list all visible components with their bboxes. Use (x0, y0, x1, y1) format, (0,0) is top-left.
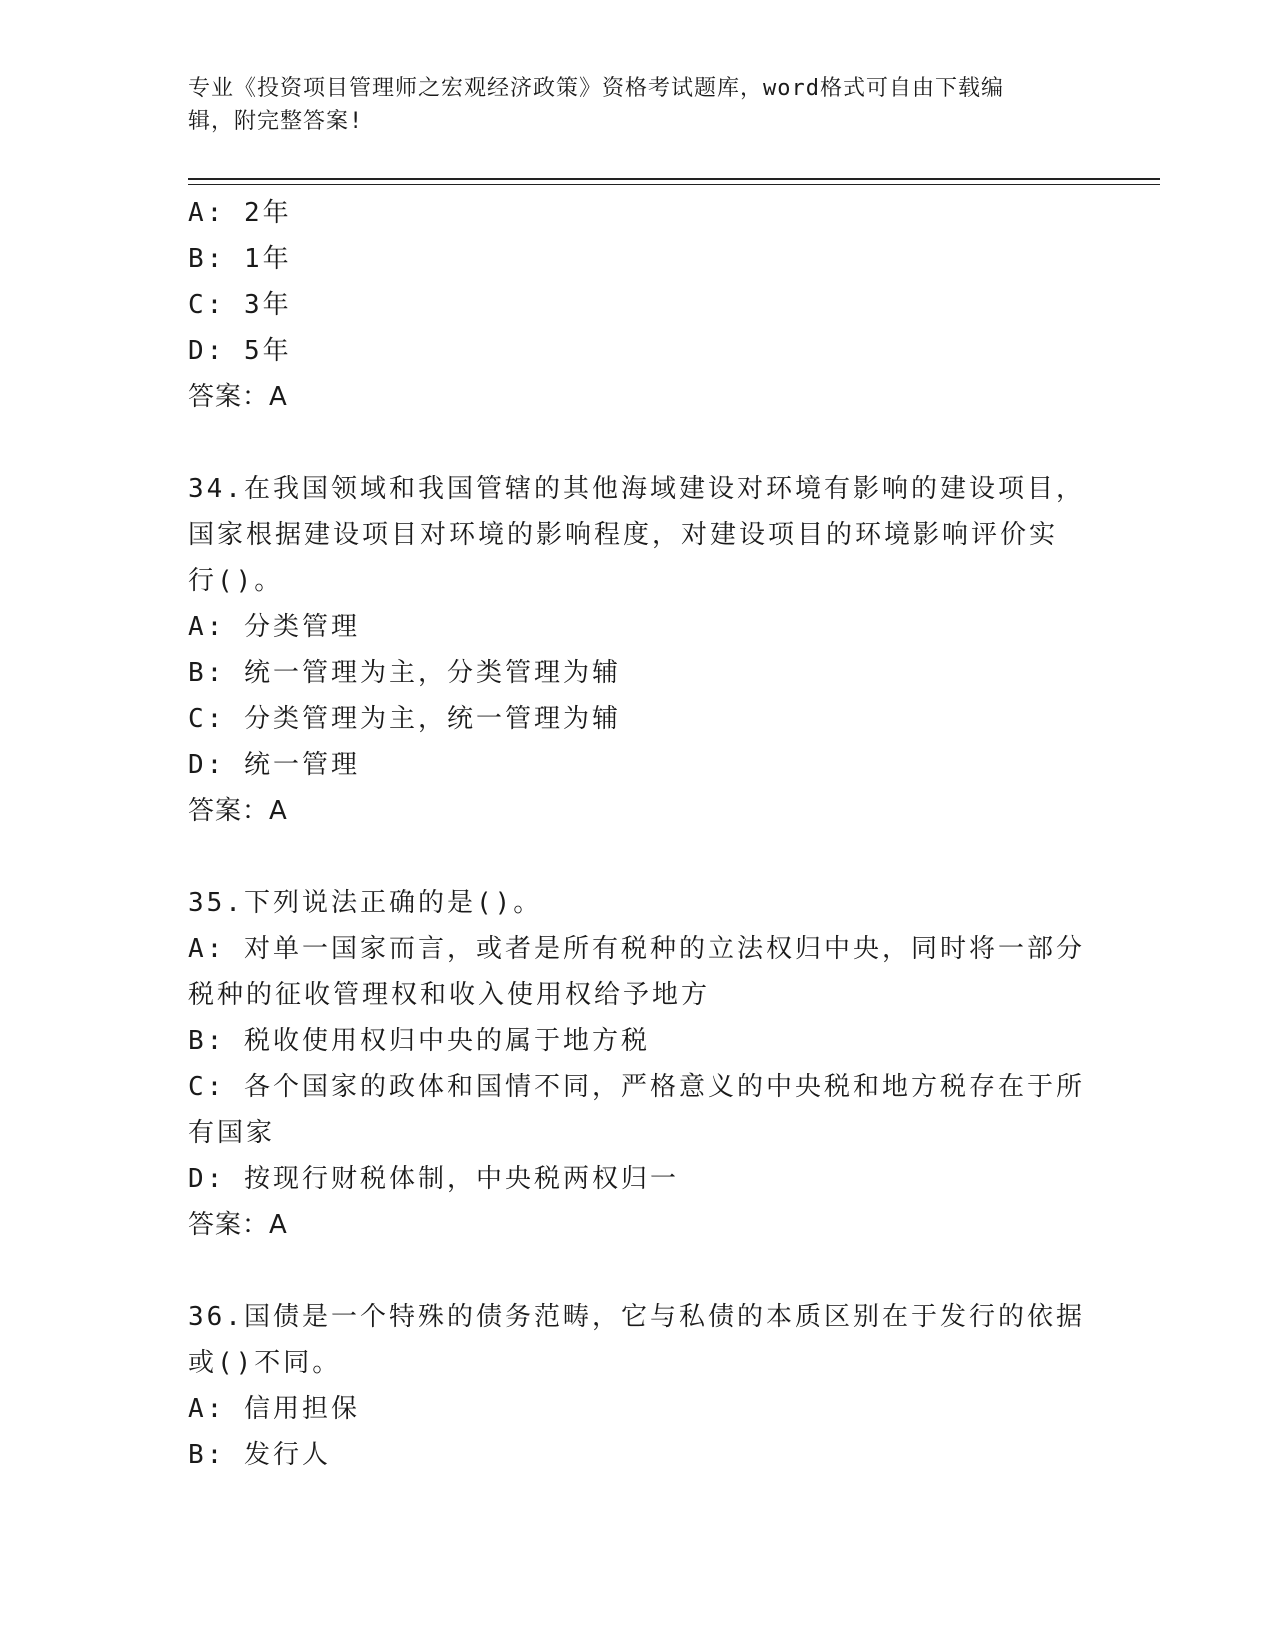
option: B: 发行人 (188, 1440, 331, 1470)
option: 有国家 (188, 1118, 276, 1148)
answer: 答案：A (188, 1210, 288, 1240)
answer: 答案：A (188, 382, 288, 412)
header-divider (188, 178, 1160, 180)
option: A: 信用担保 (188, 1394, 360, 1424)
header-divider (188, 184, 1160, 185)
option: C: 分类管理为主，统一管理为辅 (188, 704, 621, 734)
question-block (188, 1294, 1088, 1478)
option: D: 统一管理 (188, 750, 360, 780)
option: 税种的征收管理权和收入使用权给予地方 (188, 980, 711, 1010)
question-stem: 36.国债是一个特殊的债务范畴，它与私债的本质区别在于发行的依据 (188, 1302, 1085, 1332)
option: B: 统一管理为主，分类管理为辅 (188, 658, 621, 688)
option: C: 各个国家的政体和国情不同，严格意义的中央税和地方税存在于所 (188, 1072, 1085, 1102)
question-block (188, 190, 1088, 420)
question-block (188, 466, 1088, 834)
question-stem: 34.在我国领域和我国管辖的其他海域建设对环境有影响的建设项目， (188, 474, 1085, 504)
question-block (188, 880, 1088, 1248)
question-stem: 或()不同。 (188, 1348, 342, 1378)
question-list (188, 190, 1088, 1478)
header-line: 辑，附完整答案! (188, 109, 364, 134)
answer: 答案：A (188, 796, 288, 826)
option: C: 3年 (188, 290, 292, 320)
option: A: 分类管理 (188, 612, 360, 642)
option: A: 2年 (188, 198, 292, 228)
question-stem: 35.下列说法正确的是()。 (188, 888, 543, 918)
question-stem: 行()。 (188, 566, 284, 596)
question-stem: 国家根据建设项目对环境的影响程度，对建设项目的环境影响评价实 (188, 520, 1059, 550)
header-line: 专业《投资项目管理师之宏观经济政策》资格考试题库，word格式可自由下载编 (188, 76, 1004, 101)
option: B: 税收使用权归中央的属于地方税 (188, 1026, 650, 1056)
option: D: 按现行财税体制，中央税两权归一 (188, 1164, 679, 1194)
page-header (188, 72, 1088, 138)
option: A: 对单一国家而言，或者是所有税种的立法权归中央，同时将一部分 (188, 934, 1085, 964)
option: D: 5年 (188, 336, 292, 366)
option: B: 1年 (188, 244, 292, 274)
